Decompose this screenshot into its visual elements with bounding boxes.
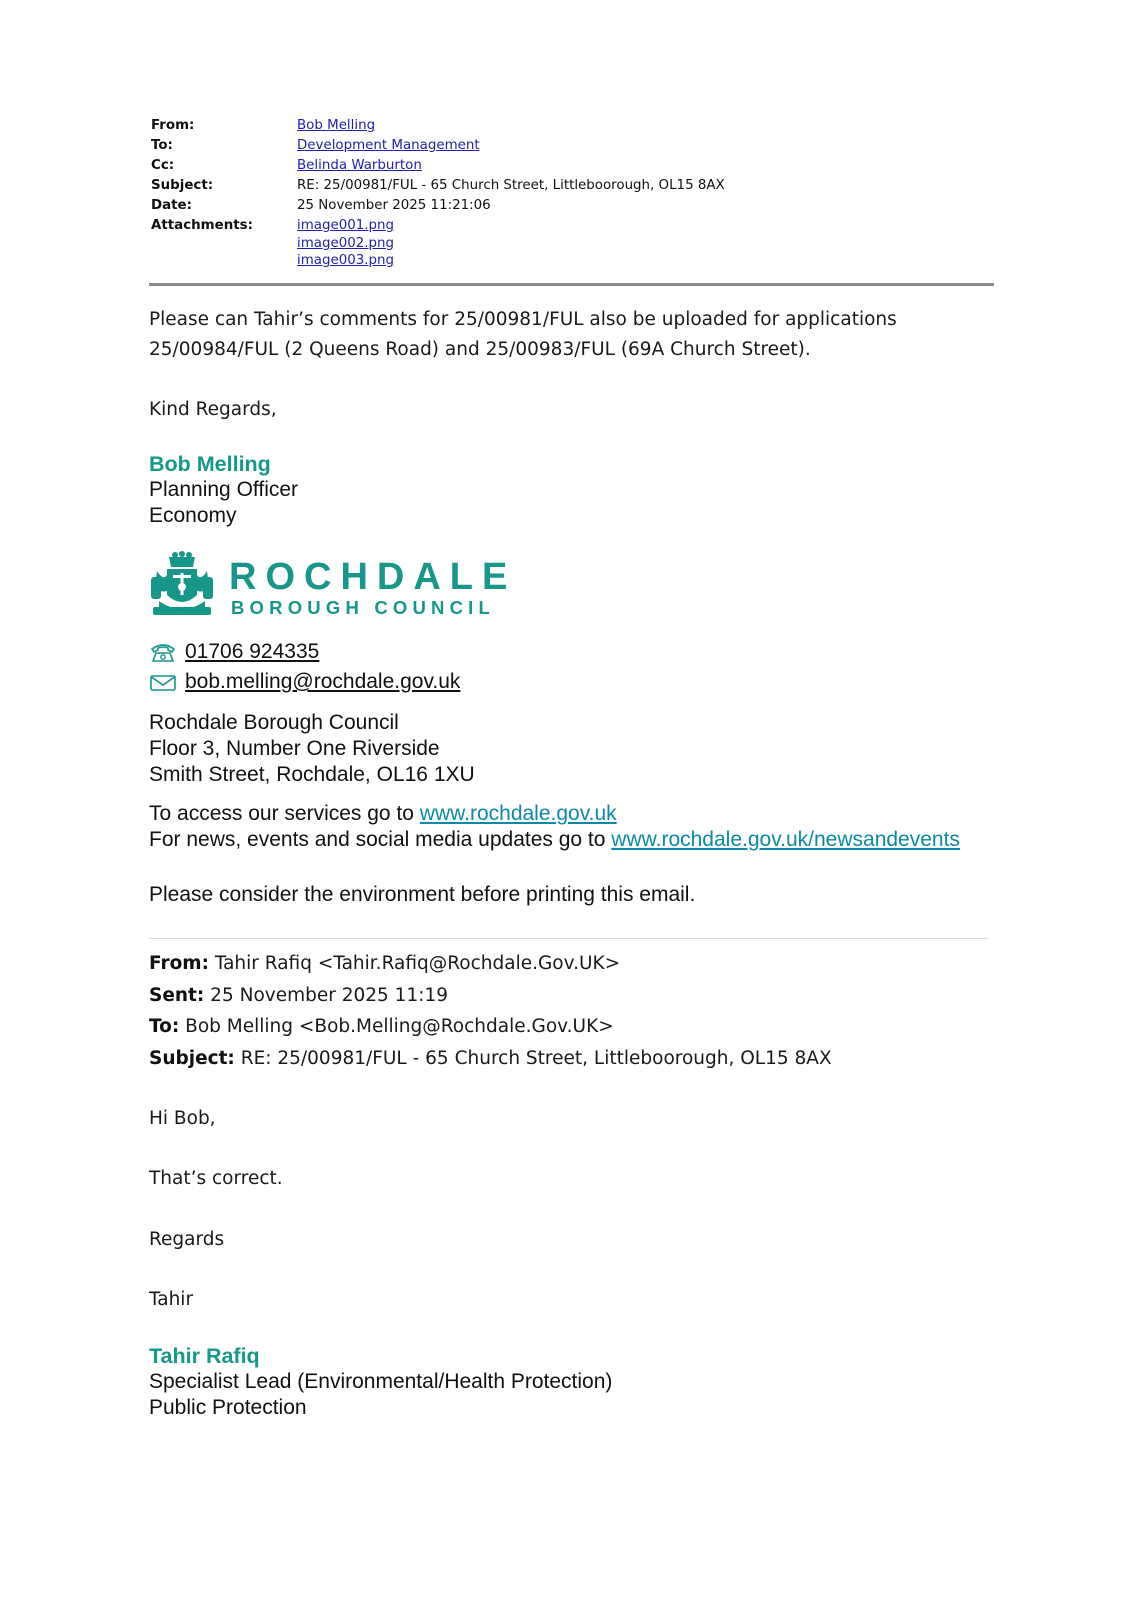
quoted-body: That’s correct.: [149, 1168, 283, 1189]
quoted-signature-name: Tahir Rafiq: [149, 1344, 260, 1368]
quoted-header: [149, 948, 832, 1074]
phone-icon: [149, 641, 177, 663]
header-date-value: 25 November 2025 11:21:06: [297, 198, 491, 213]
address-line: Rochdale Borough Council: [149, 711, 399, 734]
header-cc-link[interactable]: Belinda Warburton: [297, 158, 422, 173]
quoted-sent-row: [149, 980, 832, 1012]
council-logo: [149, 551, 517, 621]
news-link[interactable]: www.rochdale.gov.uk/newsandevents: [611, 828, 960, 851]
quoted-subject-label: Subject:: [149, 1047, 235, 1069]
header-subject-row: [151, 176, 996, 196]
quoted-subject-value: RE: 25/00981/FUL - 65 Church Street, Littleboorough, OL15 8AX: [234, 1047, 832, 1069]
environment-note: Please consider the environment before printing this email.: [149, 883, 696, 906]
signature-name: Bob Melling: [149, 452, 271, 476]
quoted-sent-value: 25 November 2025 11:19: [204, 984, 448, 1006]
logo-subtitle: BOROUGH COUNCIL: [231, 597, 496, 618]
news-text: For news, events and social media updates go to: [149, 828, 612, 851]
attachment-link[interactable]: image003.png: [297, 253, 395, 268]
quoted-from-value: Tahir Rafiq <Tahir.Rafiq@Rochdale.Gov.UK>: [208, 953, 621, 974]
email-header: [151, 116, 996, 270]
message-line: 25/00984/FUL (2 Queens Road) and 25/00983/FUL (69A Church Street).: [149, 339, 811, 360]
header-subject-value: RE: 25/00981/FUL - 65 Church Street, Littleboorough, OL15 8AX: [297, 178, 725, 193]
quoted-to-label: To:: [149, 1016, 180, 1037]
header-from-link[interactable]: Bob Melling: [297, 118, 376, 133]
quoted-signoff: Tahir: [149, 1289, 194, 1310]
quoted-to-row: [149, 1011, 832, 1043]
header-date-label: Date:: [151, 198, 192, 213]
header-from-row: [151, 116, 996, 136]
quoted-signature-block: [149, 1343, 612, 1421]
header-date-row: [151, 196, 996, 216]
attachment-link[interactable]: image002.png: [297, 235, 395, 251]
address-line: Floor 3, Number One Riverside: [149, 737, 440, 760]
header-divider: [149, 283, 994, 286]
message-line: Please can Tahir’s comments for 25/00981/FUL also be uploaded for applications: [149, 309, 897, 330]
header-from-label: From:: [151, 118, 195, 133]
email-contact: [149, 670, 460, 694]
quoted-to-value: Bob Melling <Bob.Melling@Rochdale.Gov.UK>: [179, 1016, 614, 1037]
quoted-from-label: From:: [149, 953, 209, 974]
header-to-link[interactable]: Development Management: [297, 138, 480, 153]
signature-department: Economy: [149, 504, 237, 527]
header-to-label: To:: [151, 138, 173, 153]
signature-title: Planning Officer: [149, 478, 299, 501]
services-text: To access our services go to: [149, 802, 420, 825]
services-link[interactable]: www.rochdale.gov.uk: [419, 802, 617, 825]
address-line: Smith Street, Rochdale, OL16 1XU: [149, 763, 475, 786]
message-closing: Kind Regards,: [149, 399, 277, 420]
header-attachments-row: [151, 216, 996, 270]
header-to-row: [151, 136, 996, 156]
envelope-icon: [149, 671, 177, 693]
phone-number-link[interactable]: 01706 924335: [185, 640, 320, 663]
message-body: [149, 305, 999, 365]
services-info: [149, 801, 960, 853]
quoted-sent-label: Sent:: [149, 984, 205, 1006]
quoted-greeting: Hi Bob,: [149, 1108, 216, 1129]
header-cc-label: Cc:: [151, 158, 175, 173]
attachment-list: [297, 216, 996, 270]
attachment-link[interactable]: image001.png: [297, 218, 395, 233]
header-attachments-label: Attachments:: [151, 218, 253, 233]
quoted-signature-title: Specialist Lead (Environmental/Health Protection): [149, 1370, 613, 1393]
header-cc-row: [151, 156, 996, 176]
quoted-closing: Regards: [149, 1229, 225, 1250]
quoted-signature-department: Public Protection: [149, 1396, 307, 1419]
logo-wordmark: ROCHDALE: [229, 556, 517, 598]
quoted-from-row: [149, 948, 832, 980]
postal-address: [149, 710, 475, 788]
email-address-link[interactable]: bob.melling@rochdale.gov.uk: [185, 670, 461, 693]
signature-block: [149, 451, 298, 529]
phone-contact: [149, 640, 319, 664]
quoted-subject-row: [149, 1043, 832, 1075]
quote-divider: [149, 938, 988, 939]
header-subject-label: Subject:: [151, 178, 214, 193]
